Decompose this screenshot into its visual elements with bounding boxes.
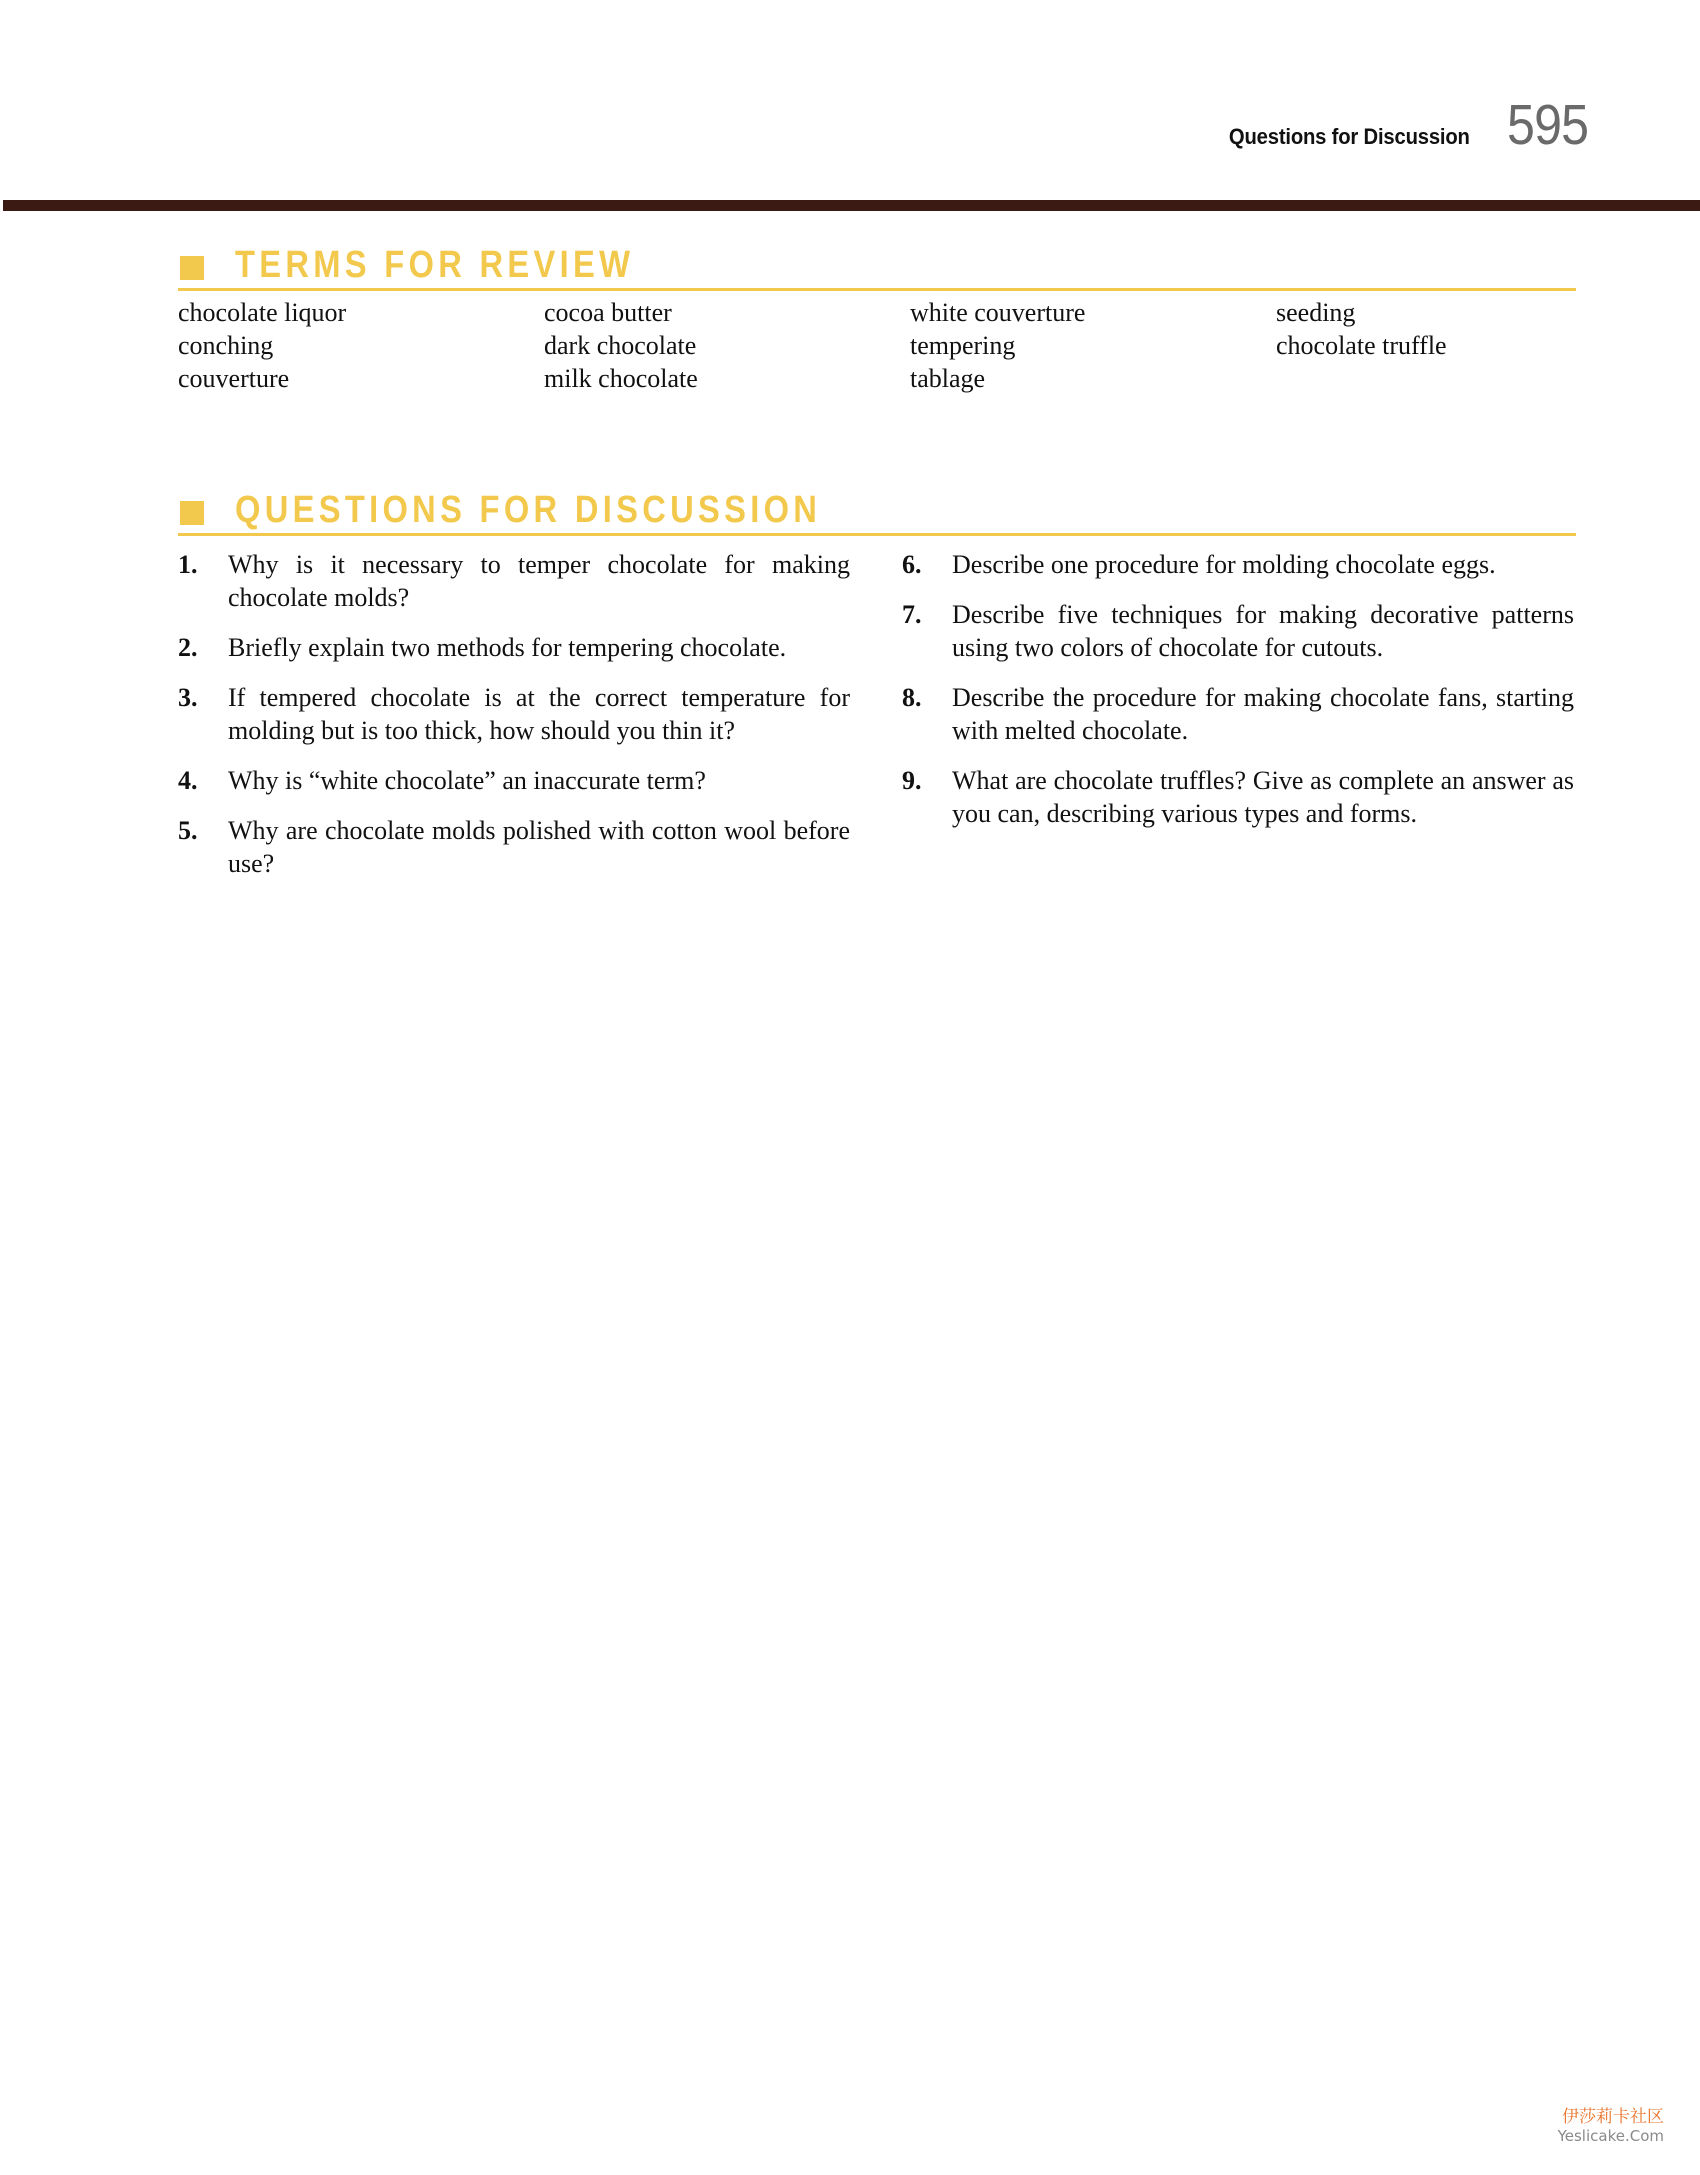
question-item (178, 548, 850, 614)
question-item (902, 598, 1574, 664)
questions-column-right (902, 548, 1574, 847)
question-text: Describe one procedure for molding chocolate eggs. (952, 550, 1496, 579)
watermark-en: Yeslicake.Com (1557, 2127, 1664, 2145)
term-item: couverture (178, 364, 290, 393)
terms-column-2 (544, 296, 910, 395)
question-number: 8. (902, 683, 922, 712)
watermark-cn: 伊莎莉卡社区 (1562, 2107, 1664, 2127)
term-item: chocolate truffle (1276, 331, 1447, 360)
question-item (178, 681, 850, 747)
terms-grid (178, 296, 1576, 395)
question-item (178, 764, 850, 797)
question-item (902, 681, 1574, 747)
question-number: 1. (178, 550, 198, 579)
question-number: 5. (178, 816, 198, 845)
question-text: Why is “white chocolate” an inaccurate term? (228, 766, 706, 795)
terms-column-4 (1276, 296, 1576, 395)
term-item: white couverture (910, 298, 1086, 327)
question-number: 9. (902, 766, 922, 795)
top-rule (3, 200, 1700, 211)
questions-section-header (178, 479, 1576, 536)
terms-section (178, 234, 1576, 291)
terms-column-1 (178, 296, 544, 395)
question-text: Briefly explain two methods for tempering chocolate. (228, 633, 787, 662)
question-text: Describe the procedure for making chocolate fans, starting with melted chocolate. (952, 683, 1574, 745)
watermark (1558, 2102, 1664, 2145)
terms-section-title: TERMS FOR REVIEW (235, 244, 635, 286)
page-number: 595 (1506, 93, 1588, 157)
question-number: 3. (178, 683, 198, 712)
questions-section-title: QUESTIONS FOR DISCUSSION (235, 489, 822, 531)
question-number: 6. (902, 550, 922, 579)
terms-column-3 (910, 296, 1276, 395)
term-item: conching (178, 331, 274, 360)
running-title: Questions for Discussion (1229, 124, 1470, 149)
question-text: Describe five techniques for making decorative patterns using two colors of chocolate for cutouts. (952, 600, 1574, 662)
question-item (902, 548, 1574, 581)
question-text: Why is it necessary to temper chocolate for making chocolate molds? (228, 550, 850, 612)
terms-section-header (178, 234, 1576, 291)
square-bullet-icon (180, 501, 204, 525)
term-item: seeding (1276, 298, 1356, 327)
question-item (178, 631, 850, 664)
questions-section (178, 479, 1576, 536)
question-number: 2. (178, 633, 198, 662)
term-item: chocolate liquor (178, 298, 347, 327)
question-item (902, 764, 1574, 830)
questions-column-left (178, 548, 850, 897)
question-text: Why are chocolate molds polished with cotton wool before use? (228, 816, 850, 878)
question-text: What are chocolate truffles? Give as complete an answer as you can, describing various types and forms. (952, 766, 1574, 828)
question-number: 4. (178, 766, 198, 795)
term-item: tablage (910, 364, 986, 393)
question-number: 7. (902, 600, 922, 629)
question-item (178, 814, 850, 880)
term-item: cocoa butter (544, 298, 672, 327)
square-bullet-icon (180, 256, 204, 280)
running-head (1208, 92, 1588, 158)
question-text: If tempered chocolate is at the correct temperature for molding but is too thick, how should you thin it? (228, 683, 850, 745)
term-item: milk chocolate (544, 364, 698, 393)
term-item: dark chocolate (544, 331, 697, 360)
term-item: tempering (910, 331, 1016, 360)
